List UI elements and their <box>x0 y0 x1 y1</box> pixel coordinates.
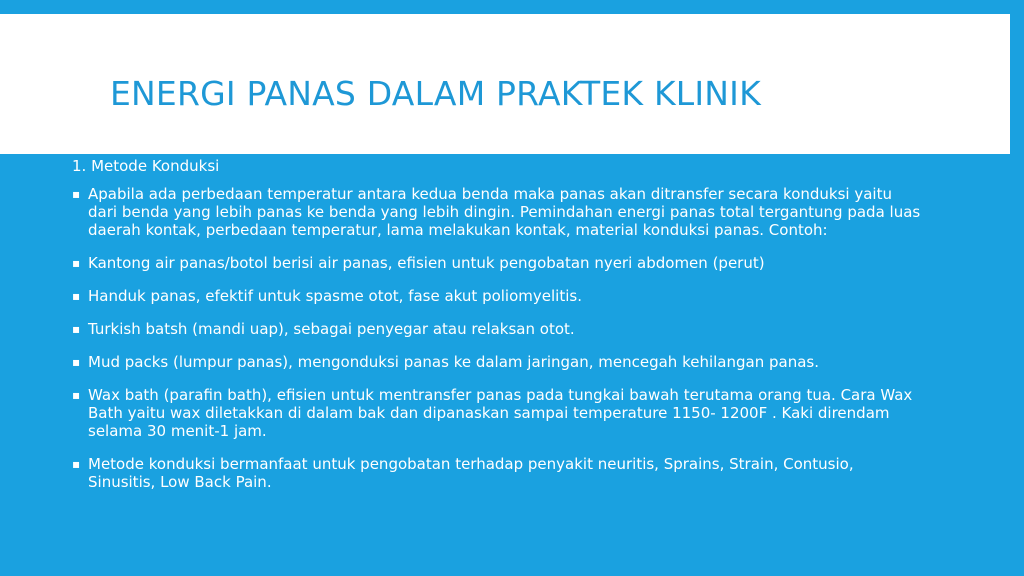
bullet-item <box>72 455 922 491</box>
bullet-item <box>72 287 922 305</box>
square-bullet-icon: ▪ <box>72 388 81 402</box>
top-accent-stripe <box>0 0 1024 14</box>
bullet-list <box>72 185 922 491</box>
square-bullet-icon: ▪ <box>72 289 81 303</box>
slide-content <box>72 157 922 506</box>
square-bullet-icon: ▪ <box>72 256 81 270</box>
bullet-text: Apabila ada perbedaan temperatur antara kedua benda maka panas akan ditransfer secara konduksi yaitu dari benda yang lebih panas ke benda yang lebih dingin. Pemindahan energi panas total tergantung pada luas daerah kontak, perbedaan temperatur, lama melakukan kontak, material konduksi panas. Contoh: <box>88 185 921 239</box>
bullet-text: Mud packs (lumpur panas), mengonduksi panas ke dalam jaringan, mencegah kehilangan panas. <box>88 353 819 371</box>
title-panel <box>0 14 1010 154</box>
square-bullet-icon: ▪ <box>72 322 81 336</box>
bullet-text: Wax bath (parafin bath), efisien untuk mentransfer panas pada tungkai bawah terutama orang tua. Cara Wax Bath yaitu wax diletakkan di dalam bak dan dipanaskan sampai temperature 1150- 1200F . Kaki direndam selama 30 menit-1 jam. <box>88 386 913 440</box>
bullet-item <box>72 353 922 371</box>
square-bullet-icon: ▪ <box>72 187 81 201</box>
slide-title: ENERGI PANAS DALAM PRAKTEK KLINIK <box>110 74 761 113</box>
bullet-text: Metode konduksi bermanfaat untuk pengobatan terhadap penyakit neuritis, Sprains, Strain, Contusio, Sinusitis, Low Back Pain. <box>88 455 854 491</box>
square-bullet-icon: ▪ <box>72 457 81 471</box>
bullet-item <box>72 386 922 440</box>
bullet-item <box>72 320 922 338</box>
bullet-text: Kantong air panas/botol berisi air panas, efisien untuk pengobatan nyeri abdomen (perut) <box>88 254 765 272</box>
bullet-item <box>72 185 922 239</box>
square-bullet-icon: ▪ <box>72 355 81 369</box>
bullet-text: Handuk panas, efektif untuk spasme otot, fase akut poliomyelitis. <box>88 287 582 305</box>
bullet-text: Turkish batsh (mandi uap), sebagai penyegar atau relaksan otot. <box>88 320 575 338</box>
section-heading: 1. Metode Konduksi <box>72 157 220 175</box>
bullet-item <box>72 254 922 272</box>
